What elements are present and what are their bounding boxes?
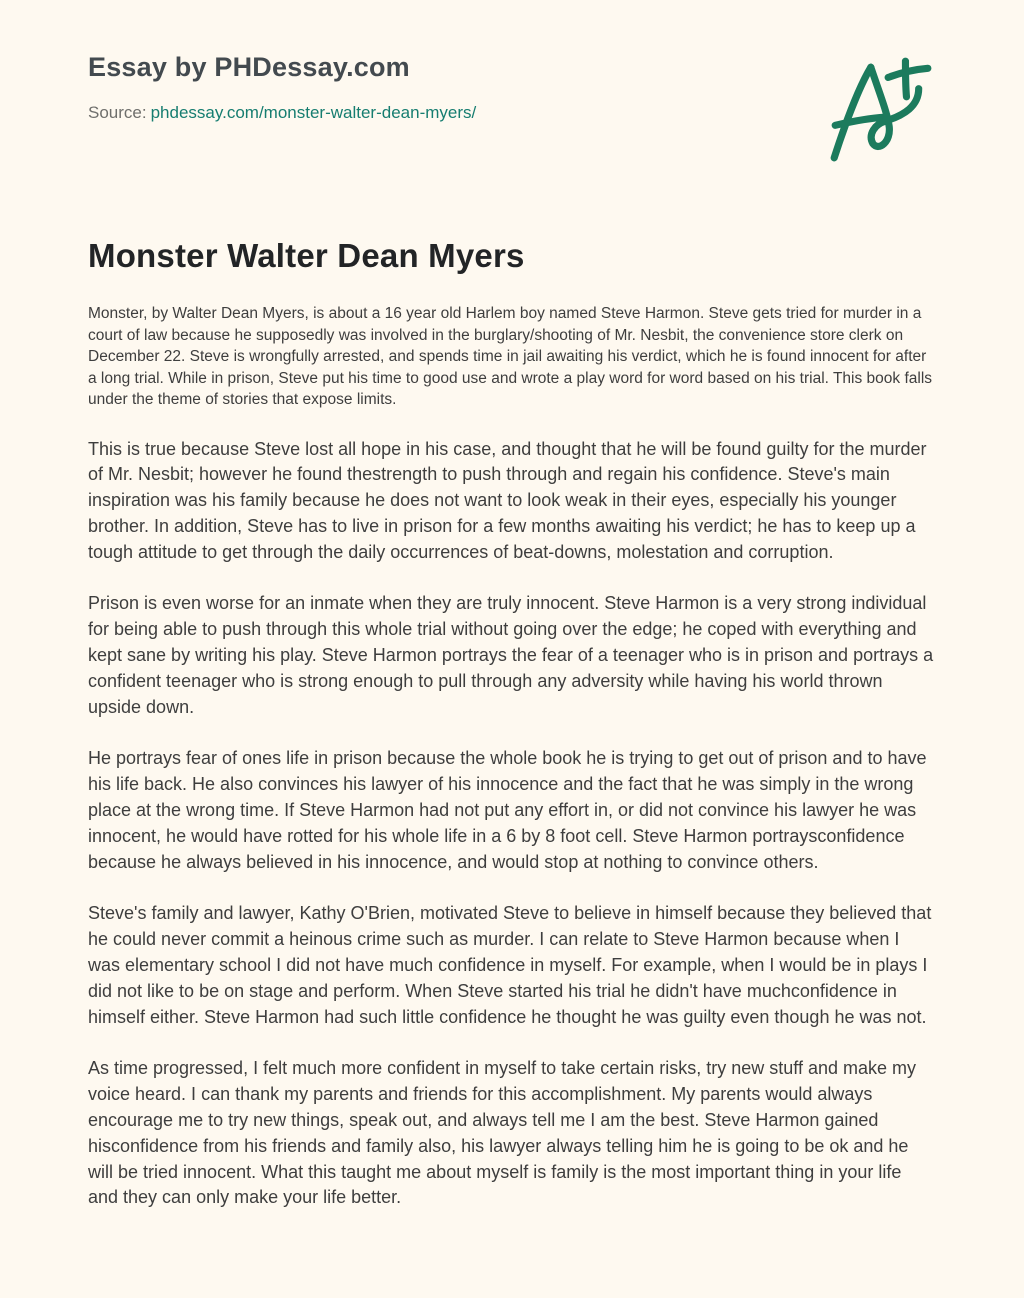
article-title: Monster Walter Dean Myers: [88, 237, 525, 274]
a-plus-logo-icon: [824, 53, 936, 165]
intro-paragraph: Monster, by Walter Dean Myers, is about a 16 year old Harlem boy named Steve Harmon. Steve gets tried for murder in a court of law because he supposedly was involved in the burglary/shooting of Mr. Nesbit, the convenience store clerk on December 22. Steve is wrongfully arrested, and spends time in jail awaiting his verdict, which he is found innocent for after a long trial. While in prison, Steve put his time to good use and wrote a play word for word based on his trial. This book falls under the theme of stories that expose limits.: [88, 305, 933, 408]
source-label: Source:: [88, 103, 147, 122]
essay-paragraph: Prison is even worse for an inmate when they are truly innocent. Steve Harmon is a very strong individual for being able to push through this whole trial without going over the edge; he coped with everything and kept sane by writing his play. Steve Harmon portrays the fear of a teenager who is in prison and portrays a confident teenager who is strong enough to pull through any adversity while having his world thrown upside down.: [88, 593, 934, 717]
source-url-link[interactable]: phdessay.com/monster-walter-dean-myers/: [150, 103, 477, 122]
essay-paragraph: As time progressed, I felt much more confident in myself to take certain risks, try new stuff and make my voice heard. I can thank my parents and friends for this accomplishment. My parents would always encourage me to try new things, speak out, and always tell me I am the best. Steve Harmon gained hisconfidence from his friends and family also, his lawyer always telling him he is going to be ok and he will be tried innocent. What this taught me about myself is family is the most important thing in your life and they can only make your life better.: [88, 1058, 916, 1208]
essay-paragraph: This is true because Steve lost all hope in his case, and thought that he will be found guilty for the murder of Mr. Nesbit; however he found thestrength to push through and regain his confidence. Steve's main inspiration was his family because he does not want to look weak in their eyes, especially his younger brother. In addition, Steve has to live in prison for a few months awaiting his verdict; he has to keep up a tough attitude to get through the daily occurrences of beat-downs, molestation and corruption.: [88, 438, 927, 562]
header-text-block: [88, 50, 476, 123]
site-title: Essay by PHDessay.com: [88, 52, 410, 82]
essay-paragraph: Steve's family and lawyer, Kathy O'Brien, motivated Steve to believe in himself because they believed that he could never commit a heinous crime such as murder. I can relate to Steve Harmon because when I was elementary school I did not have much confidence in myself. For example, when I would be in plays I did not like to be on stage and perform. When Steve started his trial he didn't have muchconfidence in himself either. Steve Harmon had such little confidence he thought he was guilty even though he was not.: [88, 903, 932, 1027]
essay-paragraph: He portrays fear of ones life in prison because the whole book he is trying to get out of prison and to have his life back. He also convinces his lawyer of his innocence and the fact that he was simply in the wrong place at the wrong time. If Steve Harmon had not put any effort in, or did not convince his lawyer he was innocent, he would have rotted for his whole life in a 6 by 8 foot cell. Steve Harmon portraysconfidence because he always believed in his innocence, and would stop at nothing to convince others.: [88, 748, 927, 872]
page-header: [88, 50, 936, 165]
source-line: [88, 103, 476, 123]
article-body: [88, 303, 936, 1211]
